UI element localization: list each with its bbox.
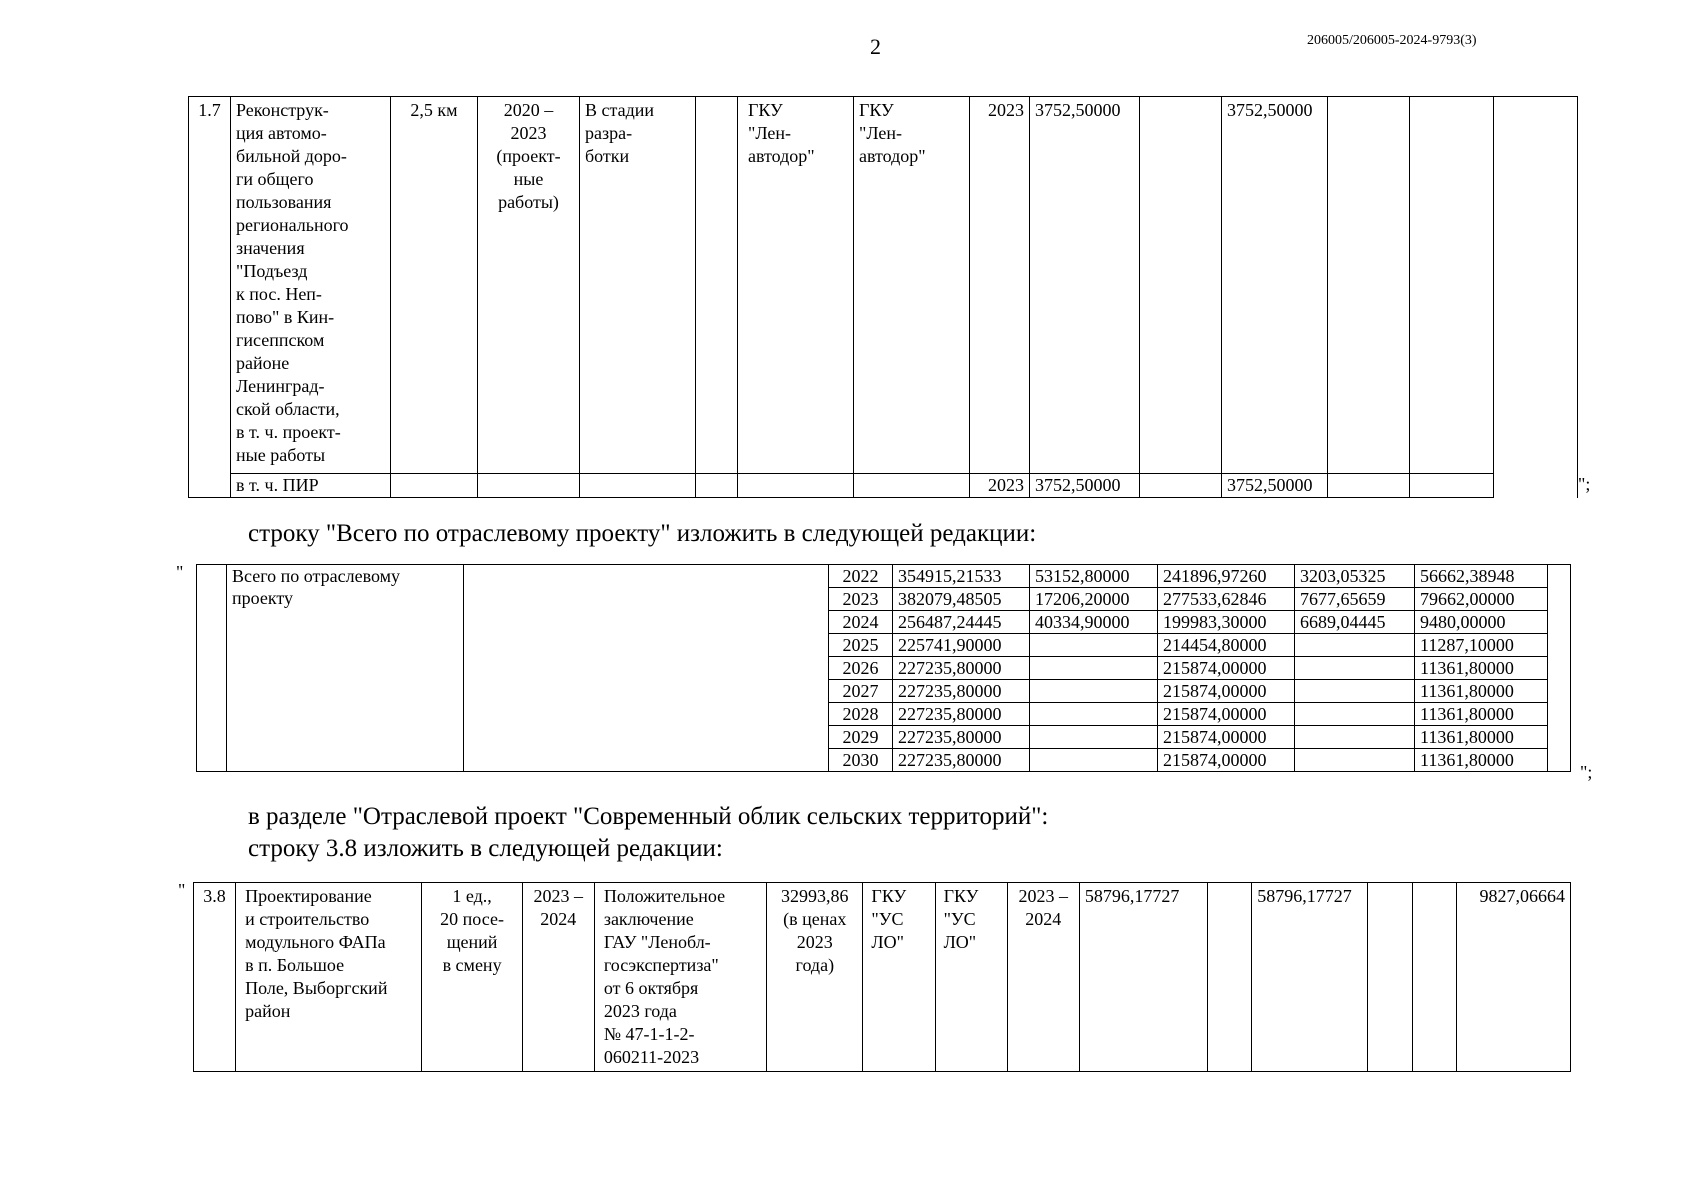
local-cell [1295, 657, 1415, 680]
empty-cell [189, 474, 231, 498]
year-cell: 2026 [829, 657, 893, 680]
local-cell: 6689,04445 [1295, 611, 1415, 634]
empty-cell [1208, 883, 1252, 1072]
year-cell: 2028 [829, 703, 893, 726]
regional-cell: 215874,00000 [1158, 726, 1295, 749]
total-cell: 227235,80000 [893, 657, 1030, 680]
closing-quote: "; [1580, 762, 1593, 782]
total-cell: 227235,80000 [893, 726, 1030, 749]
other: 9827,06664 [1456, 883, 1570, 1072]
row-1-7-table [188, 96, 1578, 498]
capacity: 2,5 км [391, 97, 478, 474]
totals-row [197, 565, 1571, 588]
opening-quote: " [176, 562, 184, 582]
total: 3752,50000 [1030, 97, 1140, 474]
year-cell: 2030 [829, 749, 893, 772]
empty-cell [1410, 97, 1494, 474]
other-cell: 11361,80000 [1415, 657, 1548, 680]
local-cell: 3203,05325 [1295, 565, 1415, 588]
empty-cell [1548, 565, 1571, 772]
local-cell [1295, 703, 1415, 726]
row-3-8-table [193, 882, 1571, 1072]
other-cell: 11361,80000 [1415, 749, 1548, 772]
regional-cell: 214454,80000 [1158, 634, 1295, 657]
total-cell: 227235,80000 [893, 703, 1030, 726]
federal-cell [1030, 634, 1158, 657]
total-cell: 256487,24445 [893, 611, 1030, 634]
row-number: 1.7 [189, 97, 231, 474]
empty-cell [391, 474, 478, 498]
page-number: 2 [870, 34, 881, 59]
status: Положительное заключение ГАУ "Ленобл- госэкспертиза" от 6 октября 2023 года № 47-1-1-2- 060211-2023 [594, 883, 766, 1072]
row-number: 3.8 [194, 883, 236, 1072]
year-cell: 2025 [829, 634, 893, 657]
years: 2023 – 2024 [1007, 883, 1079, 1072]
paragraph-section: в разделе "Отраслевой проект "Современный облик сельских территорий": [248, 803, 1049, 830]
sub-total: 3752,50000 [1030, 474, 1140, 498]
year-cell: 2022 [829, 565, 893, 588]
local-cell [1295, 749, 1415, 772]
totals-label: Всего по отраслевому проекту [227, 565, 464, 772]
sub-regional: 3752,50000 [1222, 474, 1328, 498]
empty-cell [1140, 97, 1222, 474]
regional-cell: 215874,00000 [1158, 749, 1295, 772]
empty-cell [696, 474, 738, 498]
empty-cell [1328, 97, 1410, 474]
regional: 3752,50000 [1222, 97, 1328, 474]
object-name: Проектирование и строительство модульного ФАПа в п. Большое Поле, Выборгский район [236, 883, 422, 1072]
empty-cell [1410, 474, 1494, 498]
totals-table [196, 564, 1571, 772]
empty-cell [464, 565, 829, 772]
empty-cell [1494, 97, 1578, 498]
empty-cell [854, 474, 970, 498]
other-cell: 9480,00000 [1415, 611, 1548, 634]
other-cell: 79662,00000 [1415, 588, 1548, 611]
other-cell: 11361,80000 [1415, 726, 1548, 749]
year-cell: 2029 [829, 726, 893, 749]
year-cell: 2027 [829, 680, 893, 703]
sub-label: в т. ч. ПИР [231, 474, 391, 498]
opening-quote: " [178, 880, 186, 900]
status: В стадии разра- ботки [580, 97, 696, 474]
developer: ГКУ "Лен- автодор" [854, 97, 970, 474]
other-cell: 11361,80000 [1415, 680, 1548, 703]
regional: 58796,17727 [1252, 883, 1368, 1072]
federal-cell [1030, 657, 1158, 680]
federal-cell [1030, 726, 1158, 749]
closing-quote: "; [1578, 474, 1591, 494]
paragraph-row-3-8-instruction: строку 3.8 изложить в следующей редакции: [248, 835, 723, 862]
regional-cell: 215874,00000 [1158, 657, 1295, 680]
customer: ГКУ "Лен- автодор" [738, 97, 854, 474]
other-cell: 11287,10000 [1415, 634, 1548, 657]
paragraph-totals-instruction: строку "Всего по отраслевому проекту" изложить в следующей редакции: [248, 520, 1037, 547]
object-name: Реконструк- ция автомо- бильной доро- ги общего пользования регионального значения "Подъезд к пос. Неп- пово" в Кин- гисеппском районе Ленинград- ской области, в т. ч. проект- ные работы [231, 97, 391, 474]
local-cell: 7677,65659 [1295, 588, 1415, 611]
regional-cell: 215874,00000 [1158, 703, 1295, 726]
total-cell: 382079,48505 [893, 588, 1030, 611]
empty-cell [478, 474, 580, 498]
developer: ГКУ "УС ЛО" [935, 883, 1007, 1072]
period: 2020 – 2023 (проект- ные работы) [478, 97, 580, 474]
period: 2023 – 2024 [522, 883, 594, 1072]
local-cell [1295, 680, 1415, 703]
empty-cell [1140, 474, 1222, 498]
federal-cell [1030, 749, 1158, 772]
year-cell: 2024 [829, 611, 893, 634]
other-cell: 11361,80000 [1415, 703, 1548, 726]
federal-cell: 53152,80000 [1030, 565, 1158, 588]
federal-cell [1030, 680, 1158, 703]
local-cell [1295, 634, 1415, 657]
empty-cell [1328, 474, 1410, 498]
year: 2023 [970, 97, 1030, 474]
regional-cell: 215874,00000 [1158, 680, 1295, 703]
empty-cell [580, 474, 696, 498]
federal-cell [1030, 703, 1158, 726]
regional-cell: 199983,30000 [1158, 611, 1295, 634]
total-cell: 227235,80000 [893, 680, 1030, 703]
sub-year: 2023 [970, 474, 1030, 498]
regional-cell: 277533,62846 [1158, 588, 1295, 611]
empty-cell [1368, 883, 1412, 1072]
document-id: 206005/206005-2024-9793(3) [1307, 33, 1477, 48]
empty-cell [1412, 883, 1456, 1072]
empty-cell [197, 565, 227, 772]
federal-cell: 17206,20000 [1030, 588, 1158, 611]
estimated-cost: 32993,86 (в ценах 2023 года) [767, 883, 863, 1072]
empty-cell [738, 474, 854, 498]
total-cell: 354915,21533 [893, 565, 1030, 588]
regional-cell: 241896,97260 [1158, 565, 1295, 588]
customer: ГКУ "УС ЛО" [863, 883, 935, 1072]
other-cell: 56662,38948 [1415, 565, 1548, 588]
year-cell: 2023 [829, 588, 893, 611]
total-cell: 225741,90000 [893, 634, 1030, 657]
empty-cell [696, 97, 738, 474]
federal-cell: 40334,90000 [1030, 611, 1158, 634]
capacity: 1 ед., 20 посе- щений в смену [422, 883, 522, 1072]
local-cell [1295, 726, 1415, 749]
total-cell: 227235,80000 [893, 749, 1030, 772]
total: 58796,17727 [1079, 883, 1207, 1072]
